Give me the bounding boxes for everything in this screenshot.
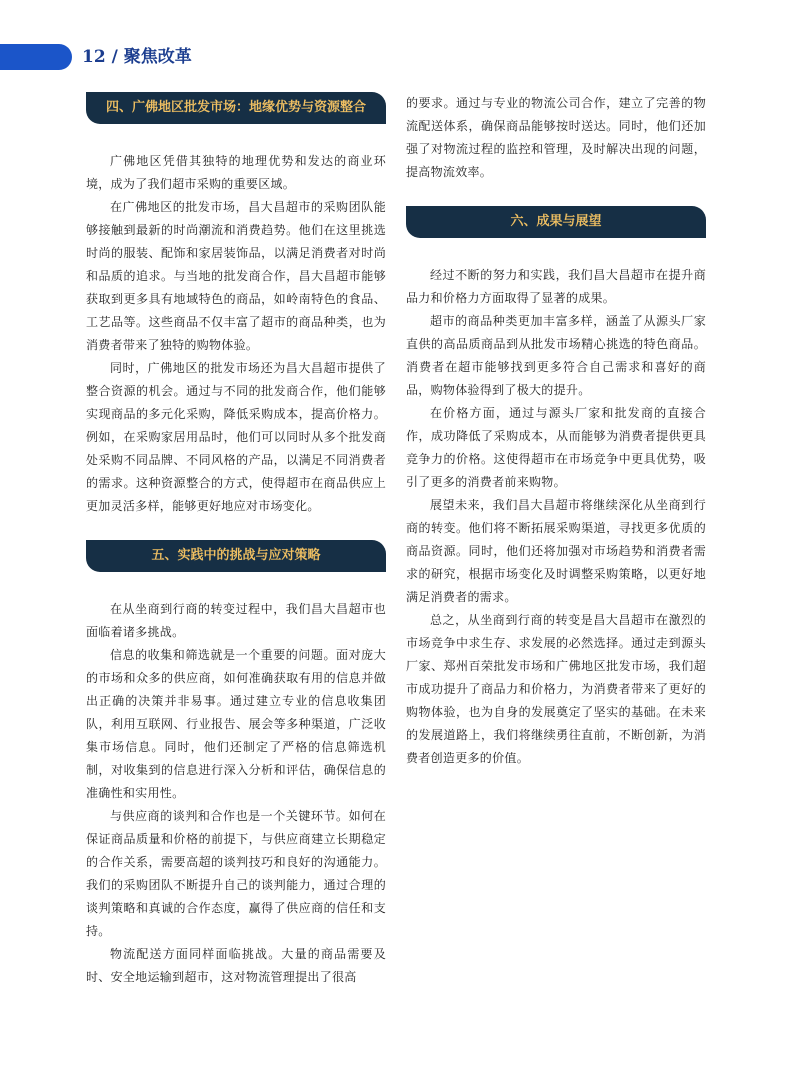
page-header-title: 12 / 聚焦改革: [82, 47, 192, 67]
paragraph: 广佛地区凭借其独特的地理优势和发达的商业环境，成为了我们超市采购的重要区域。: [86, 154, 386, 191]
section-heading-5: 五、实践中的挑战与应对策略: [86, 540, 386, 572]
right-column: [406, 92, 706, 770]
section-heading-6: 六、成果与展望: [406, 206, 706, 238]
left-column: [86, 92, 386, 989]
header-accent-bar: [0, 44, 72, 70]
paragraph: 在价格方面，通过与源头厂家和批发商的直接合作，成功降低了采购成本，从而能够为消费者提供更具竞争力的价格。这使得超市在市场竞争中更具优势，吸引了更多的消费者前来购物。: [406, 406, 706, 489]
paragraph: 超市的商品种类更加丰富多样，涵盖了从源头厂家直供的高品质商品到从批发市场精心挑选的特色商品。消费者在超市能够找到更多符合自己需求和喜好的商品，购物体验得到了极大的提升。: [406, 314, 706, 397]
paragraph: 在从坐商到行商的转变过程中，我们昌大昌超市也面临着诸多挑战。: [86, 602, 386, 639]
paragraph: 经过不断的努力和实践，我们昌大昌超市在提升商品力和价格力方面取得了显著的成果。: [406, 268, 706, 305]
paragraph: 总之，从坐商到行商的转变是昌大昌超市在激烈的市场竞争中求生存、求发展的必然选择。通过走到源头厂家、郑州百荣批发市场和广佛地区批发市场，我们超市成功提升了商品力和价格力，为消费者带来了更好的购物体验，也为自身的发展奠定了坚实的基础。在未来的发展道路上，我们将继续勇往直前，不断创新，为消费者创造更多的价值。: [406, 613, 706, 765]
paragraph: 在广佛地区的批发市场，昌大昌超市的采购团队能够接触到最新的时尚潮流和消费趋势。他们在这里挑选时尚的服装、配饰和家居装饰品，以满足消费者对时尚和品质的追求。与当地的批发商合作，昌大昌超市能够获取到更多具有地域特色的商品，如岭南特色的食品、工艺品等。这些商品不仅丰富了超市的商品种类，也为消费者带来了独特的购物体验。: [86, 200, 386, 352]
paragraph: 展望未来，我们昌大昌超市将继续深化从坐商到行商的转变。他们将不断拓展采购渠道，寻找更多优质的商品资源。同时，他们还将加强对市场趋势和消费者需求的研究，根据市场变化及时调整采购策略，以更好地满足消费者的需求。: [406, 498, 706, 604]
paragraph: 同时，广佛地区的批发市场还为昌大昌超市提供了整合资源的机会。通过与不同的批发商合作，他们能够实现商品的多元化采购，降低采购成本，提高价格力。例如，在采购家居用品时，他们可以同时从多个批发商处采购不同品牌、不同风格的产品，以满足不同消费者的需求。这种资源整合的方式，使得超市在商品供应上更加灵活多样，能够更好地应对市场变化。: [86, 361, 386, 513]
paragraph: 物流配送方面同样面临挑战。大量的商品需要及时、安全地运输到超市，这对物流管理提出了很高: [86, 947, 386, 984]
paragraph: 信息的收集和筛选就是一个重要的问题。面对庞大的市场和众多的供应商，如何准确获取有用的信息并做出正确的决策并非易事。通过建立专业的信息收集团队，利用互联网、行业报告、展会等多种渠道，广泛收集市场信息。同时，他们还制定了严格的信息筛选机制，对收集到的信息进行深入分析和评估，确保信息的准确性和实用性。: [86, 648, 386, 800]
section-heading-4: 四、广佛地区批发市场：地缘优势与资源整合: [86, 92, 386, 124]
paragraph: 与供应商的谈判和合作也是一个关键环节。如何在保证商品质量和价格的前提下，与供应商建立长期稳定的合作关系，需要高超的谈判技巧和良好的沟通能力。我们的采购团队不断提升自己的谈判能力，通过合理的谈判策略和真诚的合作态度，赢得了供应商的信任和支持。: [86, 809, 386, 938]
paragraph-continuation: 的要求。通过与专业的物流公司合作，建立了完善的物流配送体系，确保商品能够按时送达。同时，他们还加强了对物流过程的监控和管理，及时解决出现的问题，提高物流效率。: [406, 96, 706, 179]
